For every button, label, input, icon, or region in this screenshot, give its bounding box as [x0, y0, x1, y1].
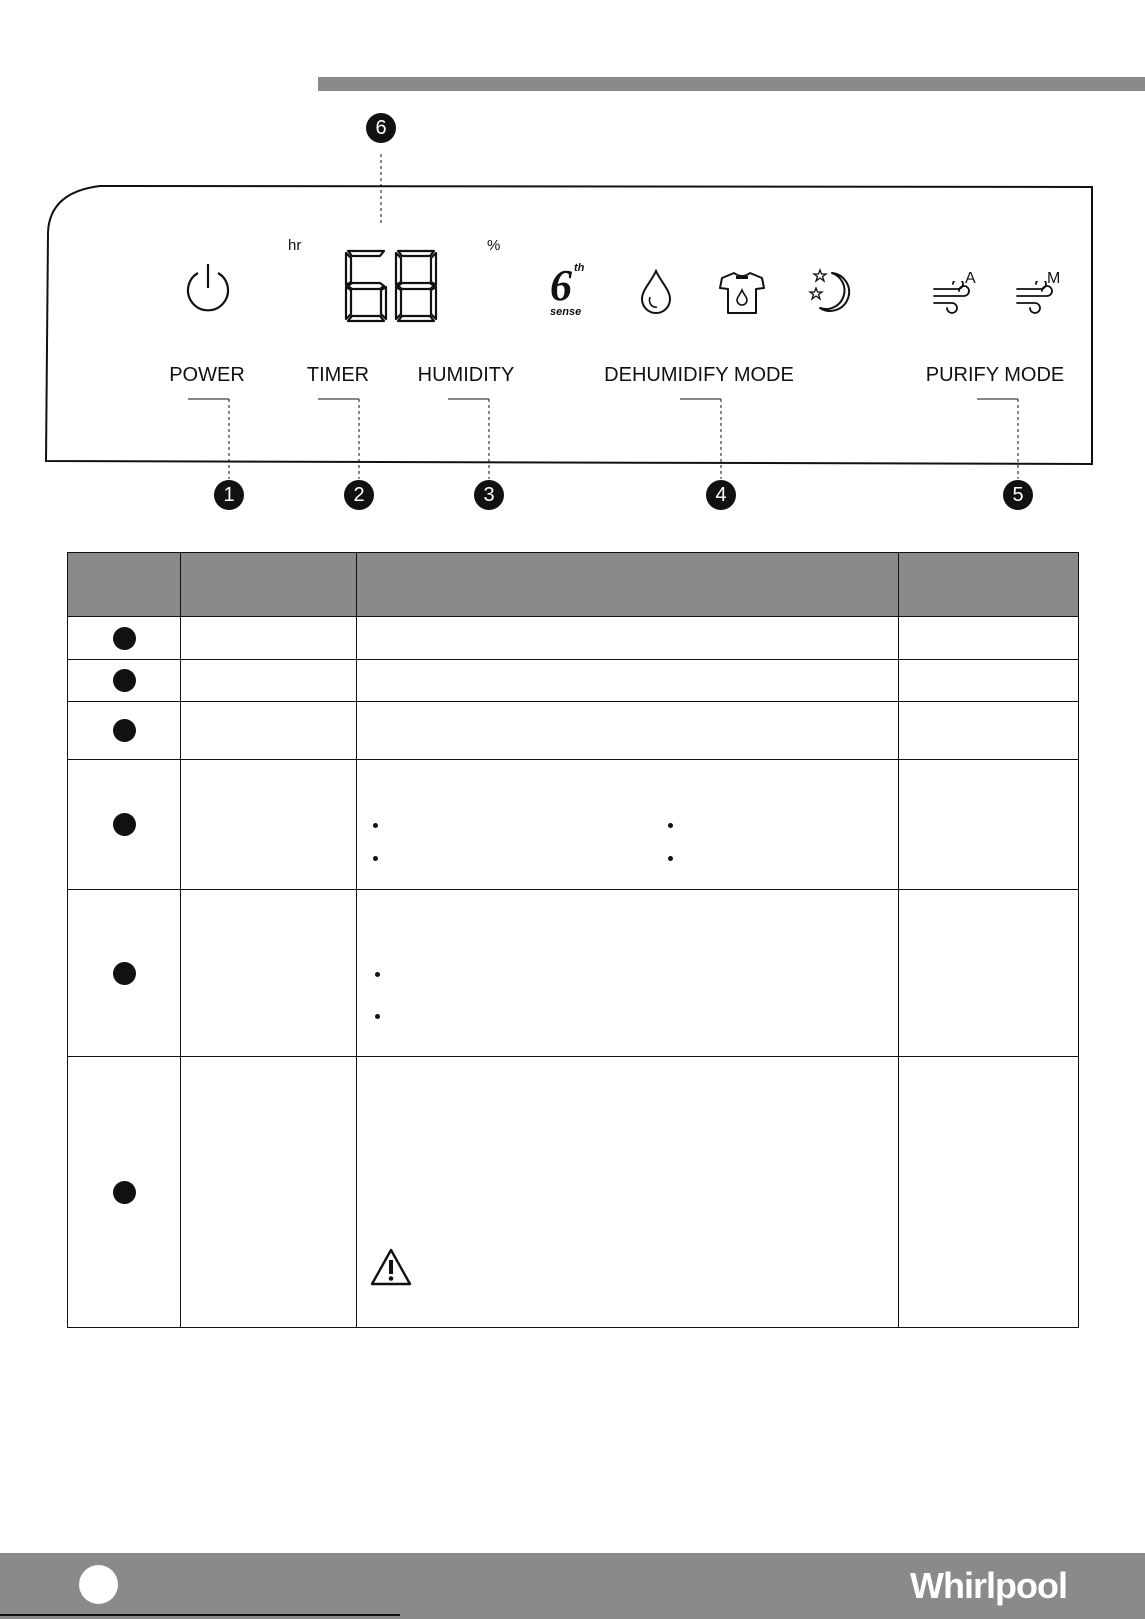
purify-auto-letter: A	[965, 270, 976, 287]
table-cell	[899, 702, 1079, 760]
table-cell	[181, 617, 357, 660]
seven-segment-display	[344, 249, 444, 323]
table-cell	[68, 890, 181, 1057]
table-cell	[357, 890, 899, 1057]
table-header-row	[68, 553, 1079, 617]
table-cell	[68, 617, 181, 660]
brand-logo: Whirlpool	[910, 1565, 1067, 1606]
sixth-sense-digit: 6	[550, 261, 572, 310]
callout-6: 6	[366, 113, 396, 143]
table-row	[68, 702, 1079, 760]
table-cell	[899, 617, 1079, 660]
controls-table	[67, 552, 1079, 1328]
table-cell	[181, 760, 357, 890]
power-icon[interactable]	[183, 262, 233, 314]
table-row	[68, 660, 1079, 702]
timer-label: TIMER	[306, 364, 370, 386]
bullet	[373, 823, 378, 828]
callout-4: 4	[706, 480, 736, 510]
row-marker	[113, 813, 136, 836]
bullet	[375, 1014, 380, 1019]
page-number-circle	[79, 1565, 118, 1604]
table-cell	[899, 660, 1079, 702]
dehumidify-mode-label: DEHUMIDIFY MODE	[604, 364, 794, 386]
table-header-cell	[357, 553, 899, 617]
table-cell	[357, 702, 899, 760]
sixth-sense-word: sense	[550, 306, 582, 318]
power-label: POWER	[169, 364, 245, 386]
row-marker	[113, 719, 136, 742]
top-gray-bar	[318, 77, 1145, 91]
laundry-shirt-icon[interactable]	[718, 270, 766, 316]
purify-mode-label: PURIFY MODE	[925, 364, 1065, 386]
sixth-sense-sup: th	[574, 262, 585, 274]
table-cell	[899, 760, 1079, 890]
bullet	[375, 972, 380, 977]
bullet	[668, 823, 673, 828]
table-cell	[181, 1057, 357, 1328]
table-cell	[357, 660, 899, 702]
callout-5: 5	[1003, 480, 1033, 510]
purify-manual-letter: M	[1047, 270, 1061, 287]
percent-unit-label: %	[487, 237, 501, 254]
table-cell	[181, 660, 357, 702]
table-cell	[68, 1057, 181, 1328]
callout-3: 3	[474, 480, 504, 510]
table-cell	[357, 760, 899, 890]
sixth-sense-icon[interactable]	[548, 261, 592, 320]
table-header-cell	[181, 553, 357, 617]
warning-triangle-icon	[369, 1247, 413, 1287]
table-row	[68, 1057, 1079, 1328]
bullet	[668, 856, 673, 861]
bullet-list	[357, 890, 898, 1056]
row-marker	[113, 669, 136, 692]
callout-2: 2	[344, 480, 374, 510]
water-drop-icon[interactable]	[637, 268, 675, 316]
table-row	[68, 617, 1079, 660]
row-marker	[113, 962, 136, 985]
humidity-label: HUMIDITY	[417, 364, 515, 386]
table-cell	[68, 702, 181, 760]
sleep-moon-icon[interactable]	[808, 268, 856, 316]
footer-rule	[0, 1614, 400, 1616]
table-cell	[68, 760, 181, 890]
callout-1: 1	[214, 480, 244, 510]
table-cell	[357, 1057, 899, 1328]
table-cell	[899, 890, 1079, 1057]
table-header-cell	[68, 553, 181, 617]
table-cell	[181, 890, 357, 1057]
table-row	[68, 760, 1079, 890]
table-cell	[68, 660, 181, 702]
row-marker	[113, 1181, 136, 1204]
table-cell	[357, 617, 899, 660]
hours-unit-label: hr	[288, 237, 302, 254]
row-marker	[113, 627, 136, 650]
table-cell	[899, 1057, 1079, 1328]
table-cell	[181, 702, 357, 760]
bullet	[373, 856, 378, 861]
table-row	[68, 890, 1079, 1057]
page-footer	[0, 1553, 1145, 1619]
bullet-list	[357, 760, 898, 889]
table-header-cell	[899, 553, 1079, 617]
